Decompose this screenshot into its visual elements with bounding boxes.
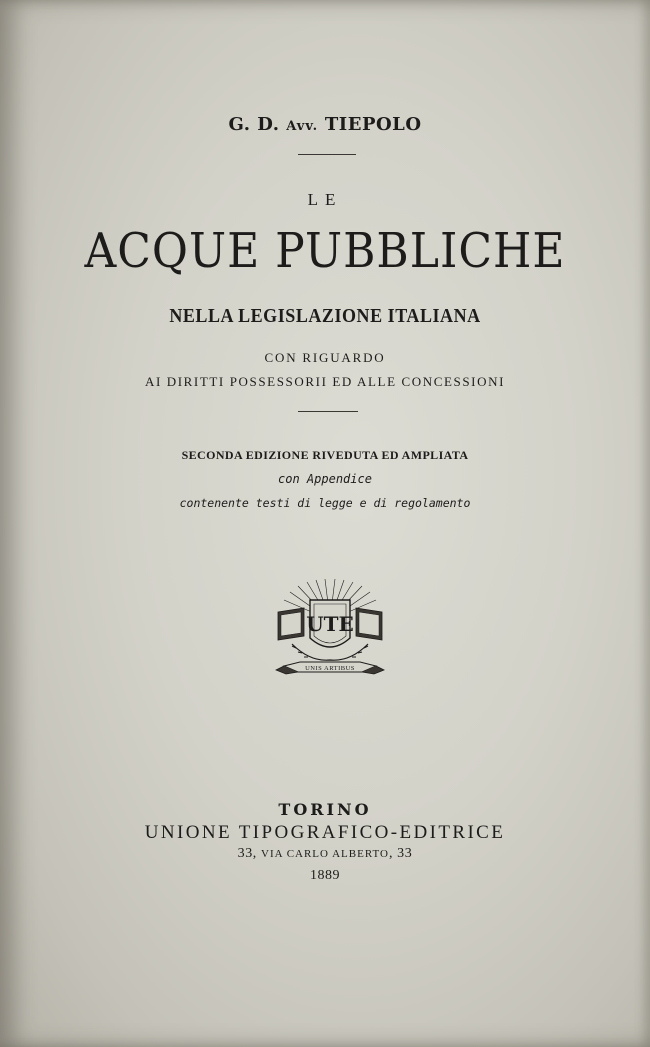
emblem-motto: UNIS ARTIBUS bbox=[305, 665, 355, 672]
author-initials: G. D. bbox=[228, 114, 287, 135]
imprint-city: TORINO bbox=[278, 800, 372, 819]
emblem-monogram: UTE bbox=[306, 612, 354, 636]
divider-rule-top bbox=[298, 154, 356, 155]
divider-rule-middle bbox=[298, 411, 358, 412]
imprint-address bbox=[0, 846, 650, 862]
author-line bbox=[0, 114, 650, 135]
book-title: ACQUE PUBBLICHE bbox=[84, 223, 566, 280]
qualifier-line-2: AI DIRITTI POSSESSORII ED ALLE CONCESSIONI bbox=[144, 374, 506, 389]
qualifier-line-1: CON RIGUARDO bbox=[264, 350, 386, 365]
address-street: VIA CARLO ALBERTO bbox=[261, 848, 389, 860]
edition-note: SECONDA EDIZIONE RIVEDUTA ED AMPLIATA bbox=[181, 448, 469, 462]
author-name: TIEPOLO bbox=[318, 114, 422, 135]
imprint-publisher: UNIONE TIPOGRAFICO-EDITRICE bbox=[144, 822, 506, 843]
title-article: LE bbox=[307, 190, 343, 209]
printer-emblem-icon bbox=[270, 578, 390, 690]
author-title: Avv. bbox=[286, 119, 319, 134]
appendix-contents: contenente testi di legge e di regolamento bbox=[179, 496, 471, 510]
address-number-after: , 33 bbox=[388, 846, 413, 861]
appendix-note: con Appendice bbox=[278, 472, 372, 486]
imprint-year: 1889 bbox=[310, 868, 340, 883]
address-number-before: 33, bbox=[237, 846, 261, 861]
book-subtitle: NELLA LEGISLAZIONE ITALIANA bbox=[169, 305, 481, 327]
